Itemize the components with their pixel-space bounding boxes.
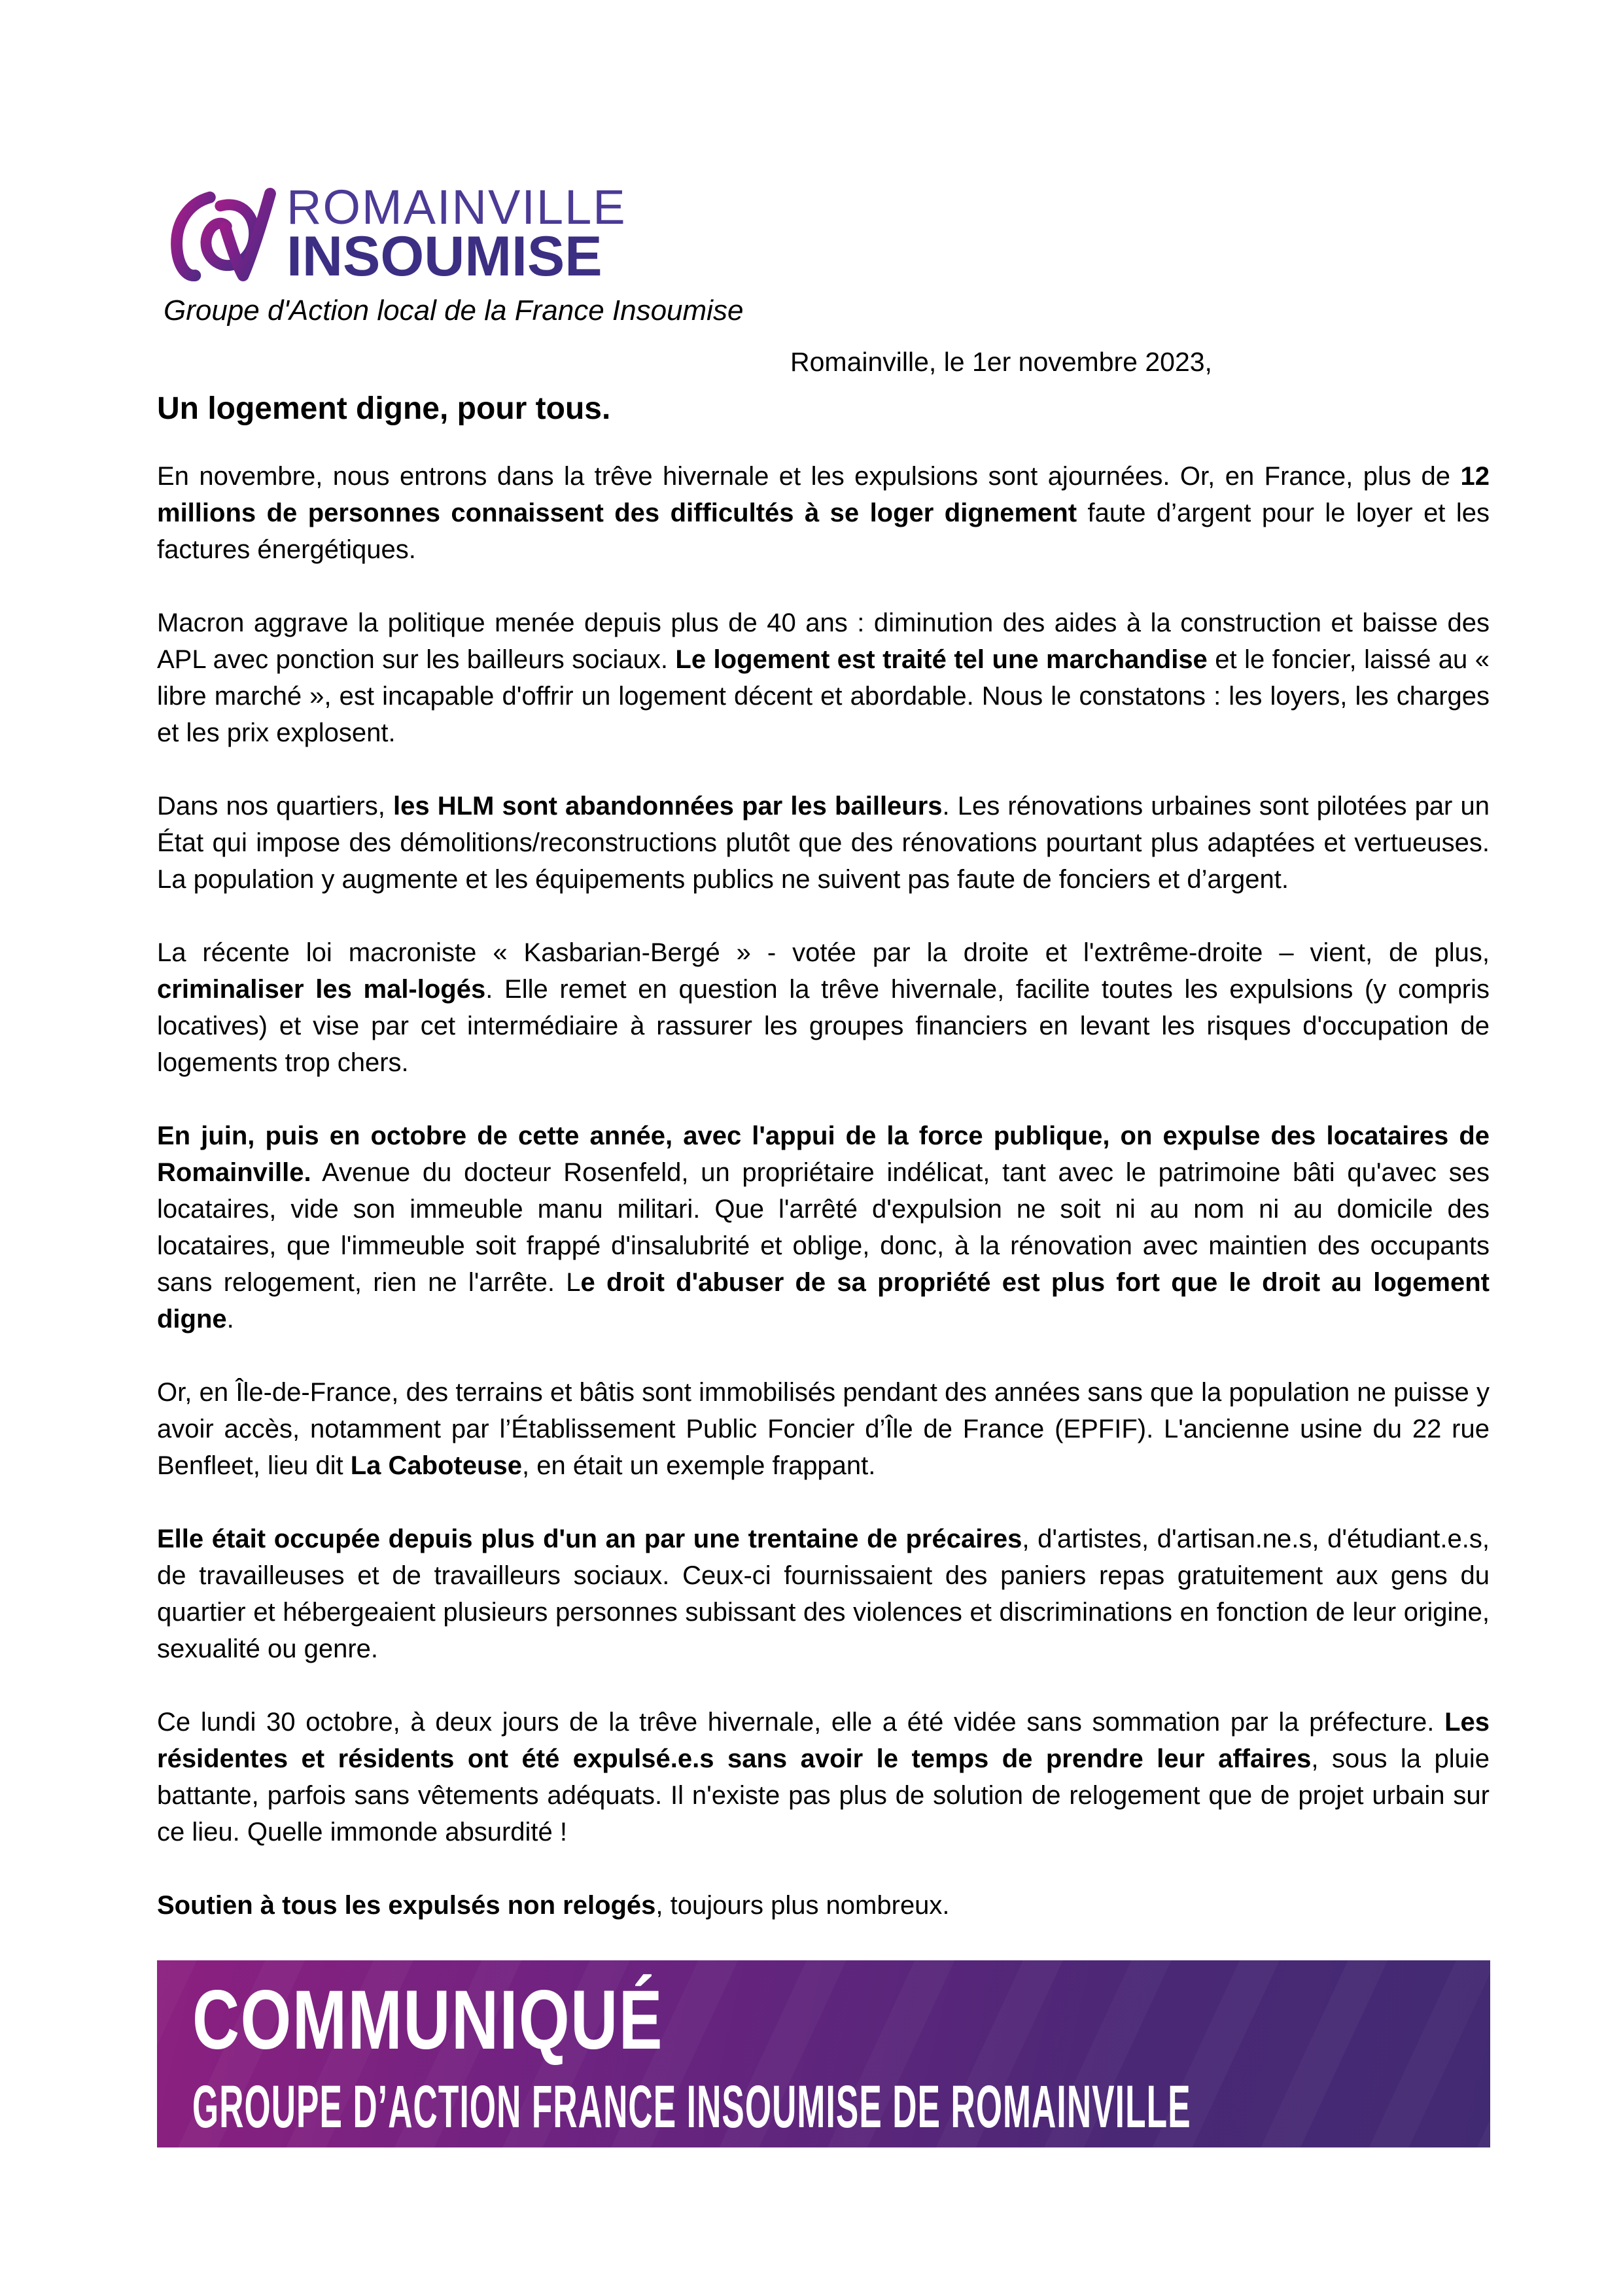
logo-wordmark: [287, 180, 627, 289]
paragraph: Or, en Île-de-France, des terrains et bâtis sont immobilisés pendant des années sans que la population ne puisse y avoir accès, notamment par l’Établissement Public Foncier d’Île de France (EPFIF). L'ancienne usine du 22 rue Benfleet, lieu dit La Caboteuse, en était un exemple frappant.: [157, 1377, 1490, 1480]
paragraph: Elle était occupée depuis plus d'un an par une trentaine de précaires, d'artistes, d'artisan.ne.s, d'étudiant.e.s, de travailleuses et de travailleurs sociaux. Ceux-ci fournissaient des paniers repas gratuitement aux gens du quartier et hébergeaient plusieurs personnes subissant des violences et discriminations en fonction de leur origine, sexualité ou genre.: [157, 1524, 1490, 1663]
banner-line-1: [192, 1973, 1490, 2067]
dateline: Romainville, le 1er novembre 2023,: [790, 347, 1212, 377]
banner-line-2: [192, 2062, 1490, 2140]
france-insoumise-phi-icon: [157, 185, 280, 284]
logo-insoumise-text: INSOUMISE: [287, 225, 602, 289]
body-paragraphs: [157, 458, 1490, 1924]
banner-communique-text: COMMUNIQUÉ: [192, 1973, 663, 2067]
paragraph: Soutien à tous les expulsés non relogés, toujours plus nombreux.: [157, 1890, 950, 1920]
banner-group-text: GROUPE D’ACTION FRANCE INSOUMISE DE ROMAINVILLE: [192, 2073, 1191, 2140]
paragraph: La récente loi macroniste « Kasbarian-Bergé » - votée par la droite et l'extrême-droite – vient, de plus, criminaliser les mal-logés. Elle remet en question la trêve hivernale, facilite toutes les expulsions (y compris locatives) et vise par cet intermédiaire à rassurer les groupes financiers en levant les risques d'occupation de logements trop chers.: [157, 938, 1490, 1077]
paragraph: En juin, puis en octobre de cette année, avec l'appui de la force publique, on expulse des locataires de Romainville. Avenue du docteur Rosenfeld, un propriétaire indélicat, tant avec le patrimoine bâti qu'avec ses locataires, vide son immeuble manu militari. Que l'arrêté d'expulsion ne soit ni au nom ni au domicile des locataires, que l'immeuble soit frappé d'insalubrité et oblige, donc, à la rénovation avec maintien des occupants sans relogement, rien ne l'arrête. Le droit d'abuser de sa propriété est plus fort que le droit au logement digne.: [157, 1121, 1490, 1333]
paragraph: En novembre, nous entrons dans la trêve hivernale et les expulsions sont ajournées. Or, en France, plus de 12 millions de personnes connaissent des difficultés à se loger dignement faute d’argent pour le loyer et les factures énergétiques.: [157, 461, 1490, 564]
page-content: [157, 0, 1490, 2147]
document-title: Un logement digne, pour tous.: [157, 391, 611, 426]
paragraph: Dans nos quartiers, les HLM sont abandonnées par les bailleurs. Les rénovations urbaines sont pilotées par un État qui impose des démolitions/reconstructions plutôt que des rénovations pourtant plus adaptées et vertueuses. La population y augmente et les équipements publics ne suivent pas faute de fonciers et d’argent.: [157, 791, 1490, 894]
paragraph: Ce lundi 30 octobre, à deux jours de la trêve hivernale, elle a été vidée sans sommation par la préfecture. Les résidentes et résidents ont été expulsé.e.s sans avoir le temps de prendre leur affaires, sous la pluie battante, parfois sans vêtements adéquats. Il n'existe pas plus de solution de relogement que de projet urbain sur ce lieu. Quelle immonde absurdité !: [157, 1707, 1490, 1846]
logo: [157, 180, 1490, 289]
group-tagline: Groupe d'Action local de la France Insoumise: [164, 294, 744, 327]
logo-romainville-text: ROMAINVILLE: [287, 180, 627, 234]
communique-banner: [157, 1960, 1490, 2147]
paragraph: Macron aggrave la politique menée depuis plus de 40 ans : diminution des aides à la construction et baisse des APL avec ponction sur les bailleurs sociaux. Le logement est traité tel une marchandise et le foncier, laissé au « libre marché », est incapable d'offrir un logement décent et abordable. Nous le constatons : les loyers, les charges et les prix explosent.: [157, 608, 1490, 747]
